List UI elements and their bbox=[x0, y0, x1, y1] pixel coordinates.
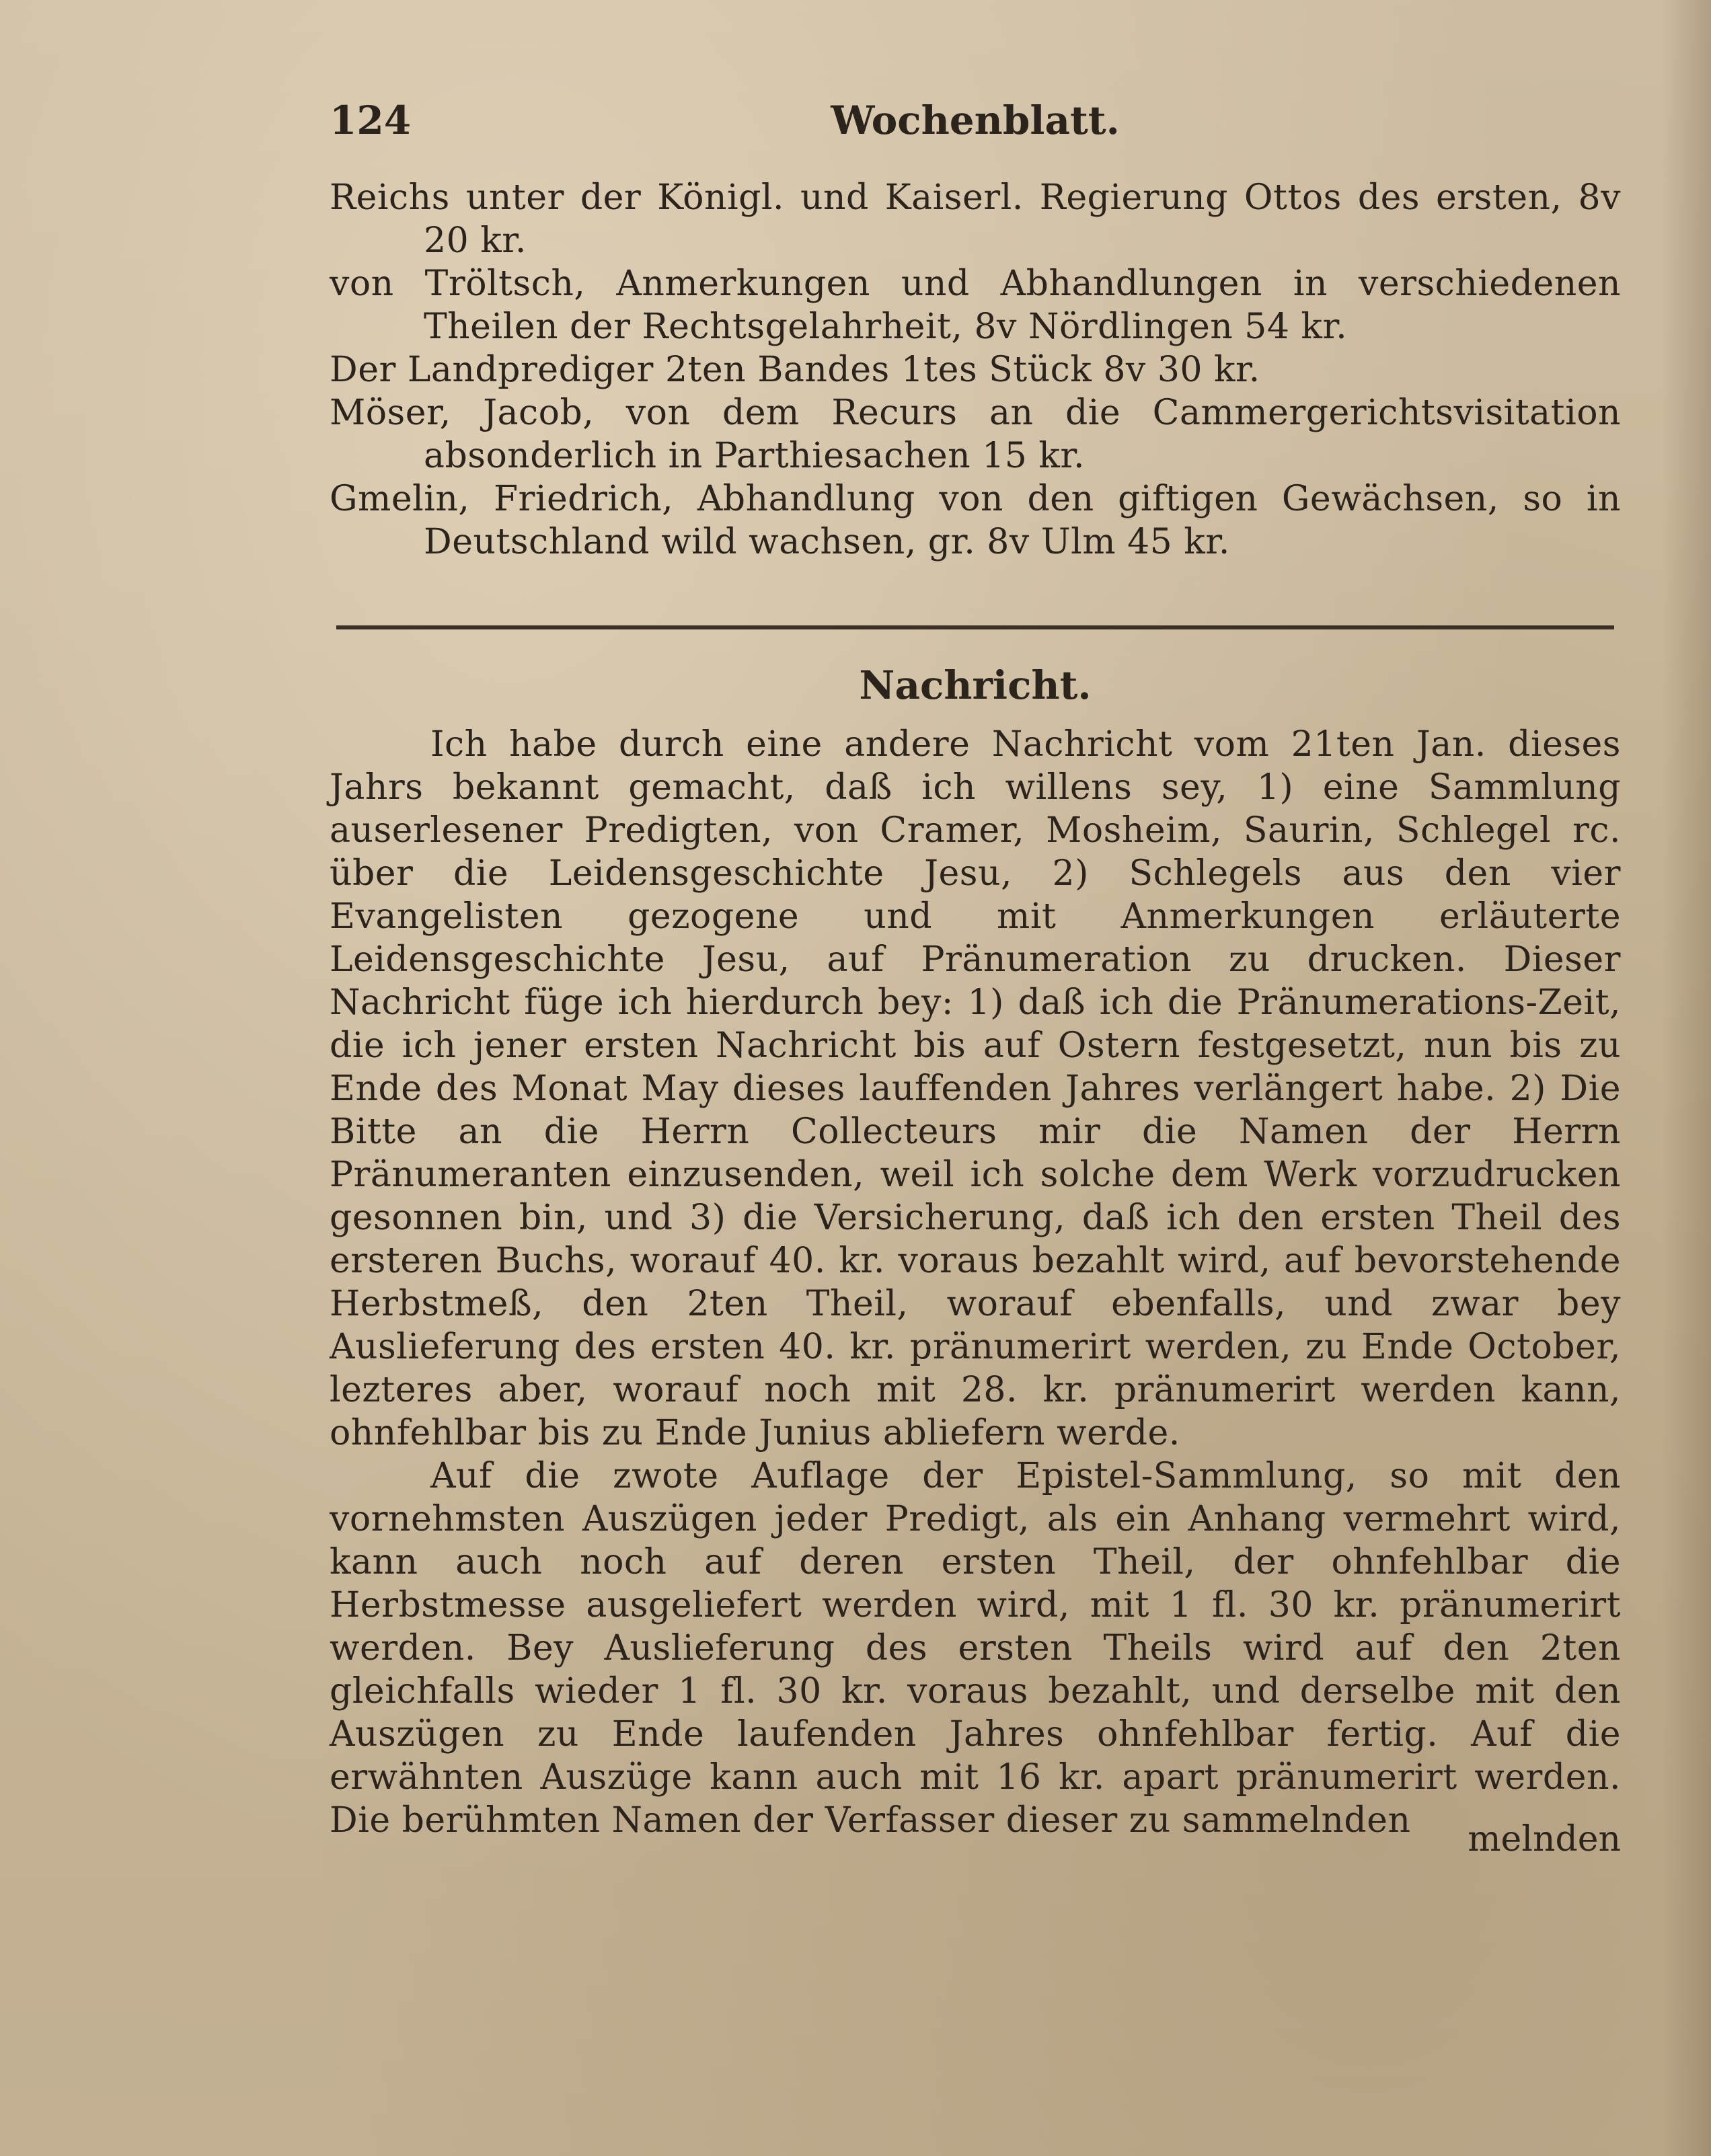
running-title: Wochenblatt. bbox=[831, 98, 1120, 143]
book-entry: Gmelin, Friedrich, Abhandlung von den giftigen Gewächsen, so in Deutschland wild wachsen, gr. 8v Ulm 45 kr. bbox=[330, 479, 1621, 562]
section-divider bbox=[336, 625, 1614, 629]
notice-body bbox=[330, 723, 1621, 1842]
page-header bbox=[330, 98, 1621, 151]
notice-paragraph: Ich habe durch eine andere Nachricht vom 21ten Jan. dieses Jahrs bekannt gemacht, daß ich willens sey, 1) eine Sammlung auserlesener Predigten, von Cramer, Mosheim, Saurin, Schlegel rc. über die Leidensgeschichte Jesu, 2) Schlegels aus den vier Evangelisten gezogene und mit Anmerkungen erläuterte Leidensgeschichte Jesu, auf Pränumeration zu drucken. Dieser Nachricht füge ich hierdurch bey: 1) daß ich die Pränumerations-Zeit, die ich jener ersten Nachricht bis auf Ostern festgesetzt, nun bis zu Ende des Monat May dieses lauffenden Jahres verlängert habe. 2) Die Bitte an die Herrn Collecteurs mir die Namen der Herrn Pränumeranten einzusenden, weil ich solche dem Werk vorzudrucken gesonnen bin, und 3) die Versicherung, daß ich den ersten Theil des ersteren Buchs, worauf 40. kr. voraus bezahlt wird, auf bevorstehende Herbstmeß, den 2ten Theil, worauf ebenfalls, und zwar bey Auslieferung des ersten 40. kr. pränumerirt werden, zu Ende October, lezteres aber, worauf noch mit 28. kr. pränumerirt werden kann, ohnfehlbar bis zu Ende Junius abliefern werde. bbox=[330, 724, 1621, 1453]
book-list bbox=[330, 176, 1621, 564]
notice-heading: Nachricht. bbox=[859, 662, 1092, 708]
book-entry: von Tröltsch, Anmerkungen und Abhandlungen in verschiedenen Theilen der Rechtsgelahrheit, 8v Nördlingen 54 kr. bbox=[330, 264, 1621, 347]
book-entry: Reichs unter der Königl. und Kaiserl. Regierung Ottos des ersten, 8v 20 kr. bbox=[330, 178, 1621, 261]
book-entry: Möser, Jacob, von dem Recurs an die Cammergerichtsvisitation absonderlich in Parthiesachen 15 kr. bbox=[330, 393, 1621, 476]
catchword: melnden bbox=[1468, 1819, 1621, 1859]
page-number: 124 bbox=[330, 98, 412, 143]
book-entry: Der Landprediger 2ten Bandes 1tes Stück 8v 30 kr. bbox=[330, 350, 1260, 390]
notice-paragraph: Auf die zwote Auflage der Epistel-Sammlung, so mit den vornehmsten Auszügen jeder Predigt, als ein Anhang vermehrt wird, kann auch noch auf deren ersten Theil, der ohnfehlbar die Herbstmesse ausgeliefert werden wird, mit 1 fl. 30 kr. pränumerirt werden. Bey Auslieferung des ersten Theils wird auf den 2ten gleichfalls wieder 1 fl. 30 kr. voraus bezahlt, und derselbe mit den Auszügen zu Ende laufenden Jahres ohnfehlbar fertig. Auf die erwähnten Auszüge kann auch mit 16 kr. apart pränumerirt werden. Die berühmten Namen der Verfasser dieser zu sammelnden bbox=[330, 1456, 1621, 1841]
